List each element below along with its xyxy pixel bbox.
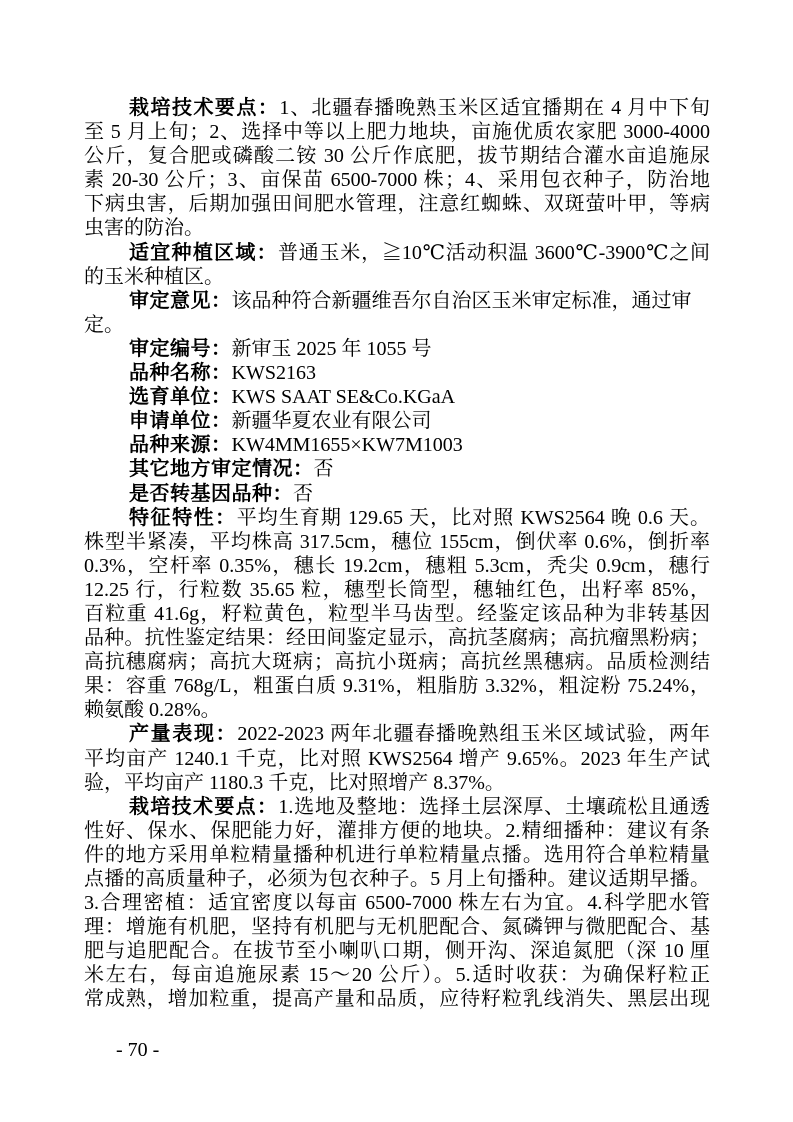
text-line: 至 5 月上旬；2、选择中等以上肥力地块，亩施优质农家肥 3000-4000 [84,121,710,144]
text-line: 3.合理密植：适宜密度以每亩 6500-7000 株左右为宜。4.科学肥水管 [84,892,710,915]
paragraph-label: 适宜种植区域： [129,241,278,264]
paragraph-label: 特征特性： [129,506,237,529]
paragraph-label: 产量表现： [129,723,238,746]
text-line: 虫害的防治。 [84,217,204,240]
paragraph-label: 审定编号： [129,337,232,360]
text-line: 是否转基因品种：否 [129,482,313,505]
text-line: 件的地方采用单粒精量播种机进行单粒精量点播。选用符合单粒精量 [84,843,710,866]
text-line: 审定意见：该品种符合新疆维吾尔自治区玉米审定标准，通过审定。 [84,289,692,336]
text-line: 米左右，每亩追施尿素 15～20 公斤）。5.适时收获：为确保籽粒正 [84,964,710,987]
text-line: 的玉米种植区。 [84,265,224,288]
text-line: 百粒重 41.6g，籽粒黄色，粒型半马齿型。经鉴定该品种为非转基因 [84,602,710,625]
text-line: 审定编号：新审玉 2025 年 1055 号 [129,337,432,360]
text-line: 素 20-30 公斤；3、亩保苗 6500-7000 株；4、采用包衣种子，防治地 [84,169,710,192]
text-line: 栽培技术要点：1、北疆春播晚熟玉米区适宜播期在 4 月中下旬 [129,97,710,119]
text-line: 品种来源：KW4MM1655×KW7M1003 [129,434,463,457]
text-line: 验，平均亩产 1180.3 千克，比对照增产 8.37%。 [84,771,505,794]
text-line: 高抗穗腐病；高抗大斑病；高抗小斑病；高抗丝黑穗病。品质检测结 [84,651,710,674]
paragraph-label: 审定意见： [129,289,232,312]
page-number: - 70 - [116,1039,160,1061]
text-line: 产量表现：2022-2023 两年北疆春播晚熟组玉米区域试验，两年 [129,723,710,746]
text-line: 其它地方审定情况：否 [129,458,334,481]
paragraph-label: 栽培技术要点： [129,795,279,818]
text-line: 理：增施有机肥，坚持有机肥与无机肥配合、氮磷钾与微肥配合、基 [84,916,710,939]
text-line: 选育单位：KWS SAAT SE&Co.KGaA [129,386,456,409]
text-line: 肥与追肥配合。在拔节至小喇叭口期，侧开沟、深追氮肥（深 10 厘 [84,940,710,963]
text-line: 赖氨酸 0.28%。 [84,699,221,722]
document-body [84,96,710,1012]
paragraph-label: 选育单位： [129,386,232,409]
text-line: 果：容重 768g/L，粗蛋白质 9.31%，粗脂肪 3.32%，粗淀粉 75.24%， [84,675,710,698]
paragraph-label: 品种来源： [129,434,232,457]
text-line: 株型半紧凑，平均株高 317.5cm，穗位 155cm，倒伏率 0.6%，倒折率 [84,530,710,553]
blank-line [84,313,710,337]
text-line: 公斤，复合肥或磷酸二铵 30 公斤作底肥，拔节期结合灌水亩追施尿 [84,145,710,168]
text-line: 栽培技术要点：1.选地及整地：选择土层深厚、土壤疏松且通透 [129,795,711,818]
paragraph-label: 是否转基因品种： [129,482,293,505]
text-line: 适宜种植区域：普通玉米，≧10℃活动积温 3600℃-3900℃之间 [129,241,711,264]
text-line: 特征特性：平均生育期 129.65 天，比对照 KWS2564 晚 0.6 天。 [129,506,710,529]
text-line: 品种。抗性鉴定结果：经田间鉴定显示，高抗茎腐病；高抗瘤黑粉病； [84,627,710,650]
text-line: 下病虫害，后期加强田间肥水管理，注意红蜘蛛、双斑萤叶甲，等病 [84,193,710,216]
text-line: 申请单位：新疆华夏农业有限公司 [129,410,432,433]
text-line: 点播的高质量种子，必须为包衣种子。5 月上旬播种。建议适期早播。 [84,868,710,890]
paragraph-label: 品种名称： [129,362,232,385]
text-line: 品种名称：KWS2163 [129,362,316,385]
text-line: 平均亩产 1240.1 千克，比对照 KWS2564 增产 9.65%。2023 年生产试 [84,747,710,770]
paragraph-label: 栽培技术要点： [129,97,280,119]
text-line: 0.3%，空杆率 0.35%，穗长 19.2cm，穗粗 5.3cm，秃尖 0.9cm，穗行 [84,554,710,577]
paragraph-label: 其它地方审定情况： [129,458,314,481]
text-line: 性好、保水、保肥能力好，灌排方便的地块。2.精细播种：建议有条 [84,819,710,842]
text-line: 12.25 行，行粒数 35.65 粒，穗型长筒型，穗轴红色，出籽率 85%， [84,578,710,601]
text-line: 常成熟，增加粒重，提高产量和品质，应待籽粒乳线消失、黑层出现 [84,988,710,1011]
paragraph-label: 申请单位： [129,410,232,433]
